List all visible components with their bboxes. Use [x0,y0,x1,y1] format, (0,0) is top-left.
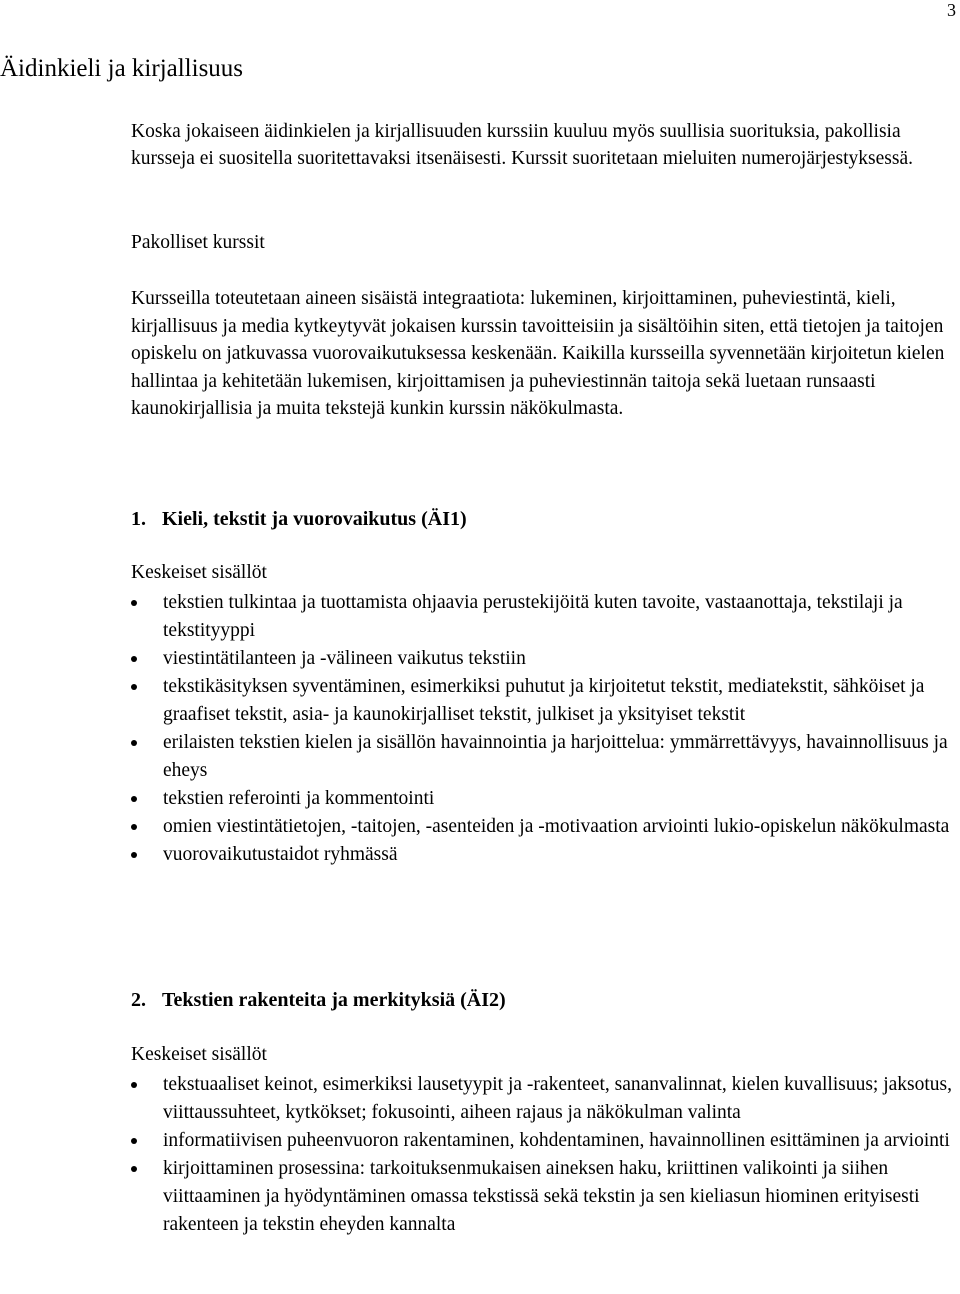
page-number: 3 [947,0,956,20]
bullet-icon [131,740,137,746]
mandatory-courses-heading: Pakolliset kurssit [131,232,265,253]
list-item-text: erilaisten tekstien kielen ja sisällön havainnointia ja harjoittelua: ymmärrettävyys, havainnollisuus ja eheys [163,732,948,781]
bullet-icon [131,796,137,802]
list-item-text: omien viestintätietojen, -taitojen, -asenteiden ja -motivaation arviointi lukio-opiskelun näkökulmasta [163,816,950,837]
list-item-text: kirjoittaminen prosessina: tarkoituksenmukaisen aineksen haku, kriittinen valikointi ja siihen viittaaminen ja hyödyntäminen omassa tekstissä sekä tekstin ja sen kieliasun hiominen erityisesti rakenteen ja tekstin eheyden kannalta [163,1158,920,1235]
list-item [131,673,956,729]
list-item-text: tekstuaaliset keinot, esimerkiksi lausetyypit ja -rakenteet, sananvalinnat, kielen kuvallisuus; jaksotus, viittaussuhteet, kytkökset; fokusointi, aiheen rajaus ja näkökulman valinta [163,1074,953,1123]
course-heading [131,986,956,1014]
bullet-icon [131,1082,137,1088]
list-item [131,589,956,645]
course-section-ai2 [131,986,956,1239]
bullet-icon [131,852,137,858]
contents-list [131,589,956,869]
course-title: Tekstien rakenteita ja merkityksiä (ÄI2) [162,989,506,1011]
list-item [131,1127,956,1155]
bullet-icon [131,684,137,690]
intro-paragraph: Koska jokaiseen äidinkielen ja kirjallisuuden kurssiin kuuluu myös suullisia suorituksia, pakollisia kursseja ei suositella suoritettavaksi itsenäisesti. Kurssit suoritetaan mieluiten numerojärjestyksessä. [131,121,913,169]
list-item [131,841,956,869]
course-number: 1. [131,508,146,530]
list-item-text: viestintätilanteen ja -välineen vaikutus tekstiin [163,648,526,669]
bullet-icon [131,1166,137,1172]
mandatory-courses-paragraph: Kursseilla toteutetaan aineen sisäistä integraatiota: lukeminen, kirjoittaminen, puheviestintä, kieli, kirjallisuus ja media kytkeytyvät jokaisen kurssin tavoitteisiin ja sisältöihin siten, että tietojen ja taitojen opiskelu on jatkuvassa vuorovaikutuksessa keskenään. Kaikilla kursseilla syvennetään kirjoitetun kielen hallintaa ja kehitetään lukemisen, kirjoittamisen ja puheviestinnän taitoja sekä luetaan runsaasti kaunokirjallisia ja muita tekstejä kunkin kurssin näkökulmasta. [131,288,945,419]
list-item-text: tekstikäsityksen syventäminen, esimerkiksi puhutut ja kirjoitetut tekstit, mediatekstit, sähköiset ja graafiset tekstit, asia- ja kaunokirjalliset tekstit, julkiset ja yksityiset tekstit [163,676,925,725]
list-item [131,785,956,813]
list-item [131,813,956,841]
course-heading [131,505,956,533]
course-number: 2. [131,989,146,1011]
list-item-text: informatiivisen puheenvuoron rakentaminen, kohdentaminen, havainnollinen esittäminen ja arviointi [163,1130,950,1151]
page-title: Äidinkieli ja kirjallisuus [0,55,244,82]
list-item [131,1155,956,1239]
course-section-ai1 [131,505,956,869]
list-item-text: tekstien tulkintaa ja tuottamista ohjaavia perustekijöitä kuten tavoite, vastaanottaja, tekstilaji ja tekstityyppi [163,592,903,641]
list-item-text: tekstien referointi ja kommentointi [163,788,435,809]
contents-label: Keskeiset sisällöt [131,1044,267,1065]
bullet-icon [131,1138,137,1144]
course-title: Kieli, tekstit ja vuorovaikutus (ÄI1) [162,508,467,530]
bullet-icon [131,656,137,662]
bullet-icon [131,600,137,606]
list-item [131,729,956,785]
list-item-text: vuorovaikutustaidot ryhmässä [163,844,398,865]
list-item [131,645,956,673]
contents-list [131,1071,956,1239]
contents-label: Keskeiset sisällöt [131,562,267,583]
list-item [131,1071,956,1127]
bullet-icon [131,824,137,830]
